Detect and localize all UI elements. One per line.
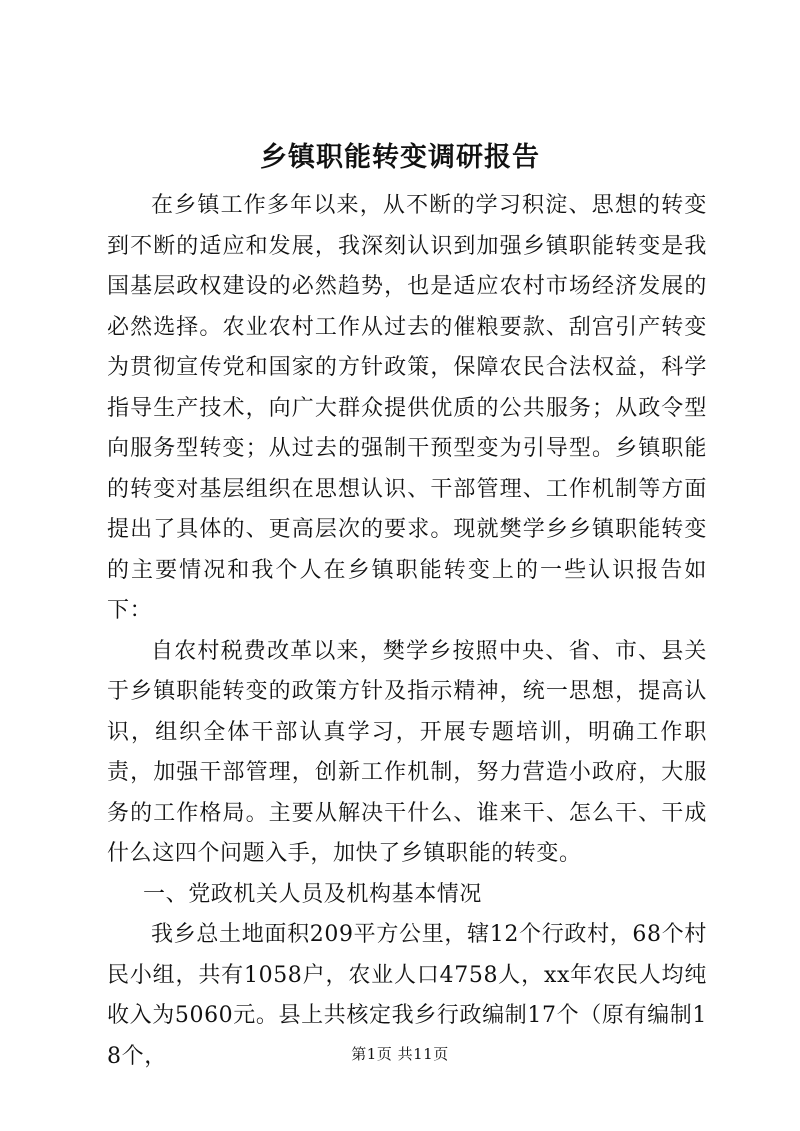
page-footer: 第1页 共11页 — [351, 1045, 449, 1063]
paragraph-reform: 自农村税费改革以来，樊学乡按照中央、省、市、县关于乡镇职能转变的政策方针及指示精神，统一思想，提高认识，组织全体干部认真学习，开展专题培训，明确工作职责，加强干部管理，创新工作机制，努力营造小政府，大服务的工作格局。主要从解决干什么、谁来干、怎么干、干成什么这四个问题入手，加快了乡镇职能的转变。 — [107, 638, 707, 866]
section-heading-1: 一、党政机关人员及机构基本情况 — [143, 881, 483, 907]
document-body — [107, 186, 707, 1077]
paragraph-basic-info: 我乡总土地面积209平方公里，辖12个行政村，68个村民小组，共有1058户，农业人口4758人，xx年农民人均纯收入为5060元。县上共核定我乡行政编制17个（原有编制18个， — [107, 922, 707, 1069]
paragraph-intro: 在乡镇工作多年以来，从不断的学习积淀、思想的转变到不断的适应和发展，我深刻认识到加强乡镇职能转变是我国基层政权建设的必然趋势，也是适应农村市场经济发展的必然选择。农业农村工作从过去的催粮要款、刮宫引产转变为贯彻宣传党和国家的方针政策，保障农民合法权益，科学指导生产技术，向广大群众提供优质的公共服务；从政令型向服务型转变；从过去的强制干预型变为引导型。乡镇职能的转变对基层组织在思想认识、干部管理、工作机制等方面提出了具体的、更高层次的要求。现就樊学乡乡镇职能转变的主要情况和我个人在乡镇职能转变上的一些认识报告如下： — [107, 193, 707, 623]
document-title: 乡镇职能转变调研报告 — [260, 142, 540, 173]
